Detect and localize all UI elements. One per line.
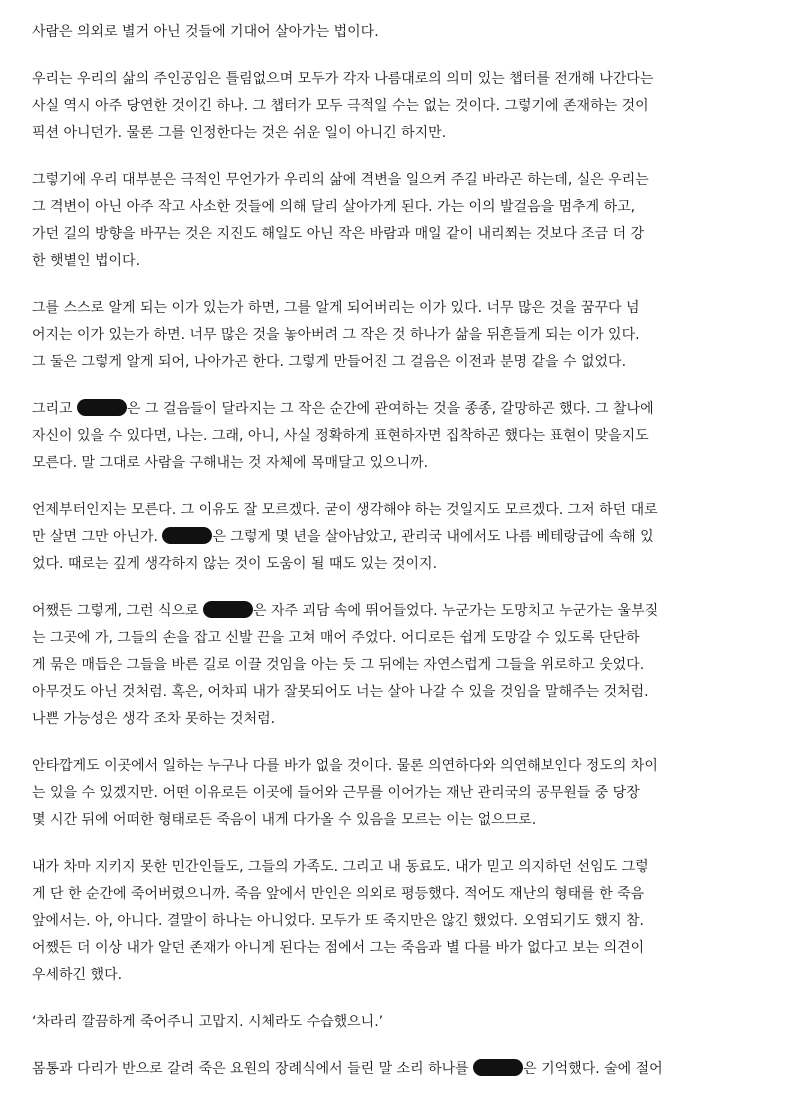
text-line <box>32 1056 772 1083</box>
paragraph <box>32 167 772 275</box>
text-line: 는 그곳에 가, 그들의 손을 잡고 신발 끈을 고쳐 매어 주었다. 어디로든 쉽게 도망갈 수 있도록 단단하 <box>32 630 640 646</box>
text-line: 게 단 한 순간에 죽어버렸으니까. 죽음 앞에서 만인은 의외로 평등했다. 적어도 재난의 형태를 한 죽음 <box>32 886 645 902</box>
text-line: 픽션 아니던가. 물론 그를 인정한다는 것은 쉬운 일이 아니긴 하지만. <box>32 125 447 141</box>
text-line: 게 묶은 매듭은 그들을 바른 길로 이끌 것임을 아는 듯 그 뒤에는 자연스럽게 그들을 위로하고 웃었다. <box>32 657 645 673</box>
paragraph-gap <box>32 147 772 167</box>
redacted-name <box>77 399 127 416</box>
text-segment: 은 기억했다. 술에 절어 <box>523 1061 663 1077</box>
paragraph <box>32 19 772 46</box>
paragraph <box>32 1009 772 1036</box>
text-line <box>32 598 772 625</box>
text-segment: 은 그 걸음들이 달라지는 그 작은 순간에 관여하는 것을 종종, 갈망하곤 했다. 그 찰나에 <box>127 401 654 417</box>
text-segment: 그리고 <box>32 401 78 417</box>
paragraph-gap <box>32 733 772 753</box>
paragraph-gap <box>32 1036 772 1056</box>
paragraph-gap <box>32 989 772 1009</box>
paragraph <box>32 66 772 147</box>
paragraph-gap <box>32 376 772 396</box>
text-line: 아무것도 아닌 것처럼. 혹은, 어차피 내가 잘못되어도 너는 살아 나갈 수 있을 것임을 말해주는 것처럼. <box>32 684 649 700</box>
paragraph <box>32 1056 772 1083</box>
paragraph-gap <box>32 46 772 66</box>
text-line: 그렇기에 우리 대부분은 극적인 무언가가 우리의 삶에 격변을 일으켜 주길 바라곤 하는데, 실은 우리는 <box>32 172 649 188</box>
text-line: 사실 역시 아주 당연한 것이긴 하나. 그 챕터가 모두 극적일 수는 없는 것이다. 그렇기에 존재하는 것이 <box>32 98 649 114</box>
text-line: 앞에서는. 아, 아니다. 결말이 하나는 아니었다. 모두가 또 죽지만은 않긴 했었다. 오염되기도 했지 참. <box>32 913 644 929</box>
text-line: 몇 시간 뒤에 어떠한 형태로든 죽음이 내게 다가올 수 있음을 모르는 이는 없으므로. <box>32 812 537 828</box>
text-line: 모른다. 말 그대로 사람을 구해내는 것 자체에 목매달고 있으니까. <box>32 455 429 471</box>
text-line: 자신이 있을 수 있다면, 나는. 그래, 아니, 사실 정확하게 표현하자면 집착하곤 했다는 표현이 맞을지도 <box>32 428 649 444</box>
text-line <box>32 396 772 423</box>
paragraph <box>32 396 772 477</box>
paragraph <box>32 598 772 733</box>
text-line <box>32 524 772 551</box>
text-line: 어쨌든 더 이상 내가 알던 존재가 아니게 된다는 점에서 그는 죽음과 별 다를 바가 없다고 보는 의견이 <box>32 940 645 956</box>
text-line: 한 햇볕인 법이다. <box>32 253 141 269</box>
text-line: 어지는 이가 있는가 하면. 너무 많은 것을 놓아버려 그 작은 것 하나가 삶을 뒤흔들게 되는 이가 있다. <box>32 327 640 343</box>
text-line: 우세하긴 했다. <box>32 967 123 983</box>
paragraph <box>32 854 772 989</box>
text-line: 그 둘은 그렇게 알게 되어, 나아가곤 한다. 그렇게 만들어진 그 걸음은 이전과 분명 같을 수 없었다. <box>32 354 627 370</box>
text-line: 었다. 때로는 깊게 생각하지 않는 것이 도움이 될 때도 있는 것이지. <box>32 556 438 572</box>
redacted-name <box>162 527 212 544</box>
paragraph <box>32 497 772 578</box>
text-segment: 만 살면 그만 아닌가. <box>32 529 163 545</box>
paragraph-gap <box>32 275 772 295</box>
text-line: 가던 길의 방향을 바꾸는 것은 지진도 해일도 아닌 작은 바람과 매일 같이 내리쬐는 것보다 조금 더 강 <box>32 226 645 242</box>
paragraph-gap <box>32 834 772 854</box>
text-line: 사람은 의외로 별거 아닌 것들에 기대어 살아가는 법이다. <box>32 24 379 40</box>
text-line: 언제부터인지는 모른다. 그 이유도 잘 모르겠다. 굳이 생각해야 하는 것일지도 모르겠다. 그저 하던 대로 <box>32 502 658 518</box>
paragraph <box>32 295 772 376</box>
text-line: 그를 스스로 알게 되는 이가 있는가 하면, 그를 알게 되어버리는 이가 있다. 너무 많은 것을 꿈꾸다 넘 <box>32 300 640 316</box>
text-segment: 은 자주 괴담 속에 뛰어들었다. 누군가는 도망치고 누군가는 울부짖 <box>253 603 659 619</box>
paragraph-gap <box>32 477 772 497</box>
text-line: 안타깝게도 이곳에서 일하는 누구나 다를 바가 없을 것이다. 물론 의연하다와 의연해보인다 정도의 차이 <box>32 758 658 774</box>
text-segment: 몸통과 다리가 반으로 갈려 죽은 요원의 장례식에서 들린 말 소리 하나를 <box>32 1061 474 1077</box>
paragraph-gap <box>32 578 772 598</box>
text-line: 우리는 우리의 삶의 주인공임은 틀림없으며 모두가 각자 나름대로의 의미 있는 챕터를 전개해 나간다는 <box>32 71 654 87</box>
text-segment: 어쨌든 그렇게, 그런 식으로 <box>32 603 204 619</box>
text-line: 내가 차마 지키지 못한 민간인들도, 그들의 가족도. 그리고 내 동료도. 내가 믿고 의지하던 선임도 그렇 <box>32 859 649 875</box>
document-body <box>32 19 772 1083</box>
text-line: 그 격변이 아닌 아주 작고 사소한 것들에 의해 달리 살아가게 된다. 가는 이의 발걸음을 멈추게 하고, <box>32 199 636 215</box>
redacted-name <box>203 601 253 618</box>
paragraph <box>32 753 772 834</box>
text-line: ‘차라리 깔끔하게 죽어주니 고맙지. 시체라도 수습했으니.’ <box>32 1014 384 1030</box>
text-line: 나쁜 가능성은 생각 조차 못하는 것처럼. <box>32 711 276 727</box>
text-segment: 은 그렇게 몇 년을 살아남았고, 관리국 내에서도 나름 베테랑급에 속해 있 <box>212 529 654 545</box>
text-line: 는 있을 수 있겠지만. 어떤 이유로든 이곳에 들어와 근무를 이어가는 재난 관리국의 공무원들 중 당장 <box>32 785 640 801</box>
redacted-name <box>473 1059 523 1076</box>
